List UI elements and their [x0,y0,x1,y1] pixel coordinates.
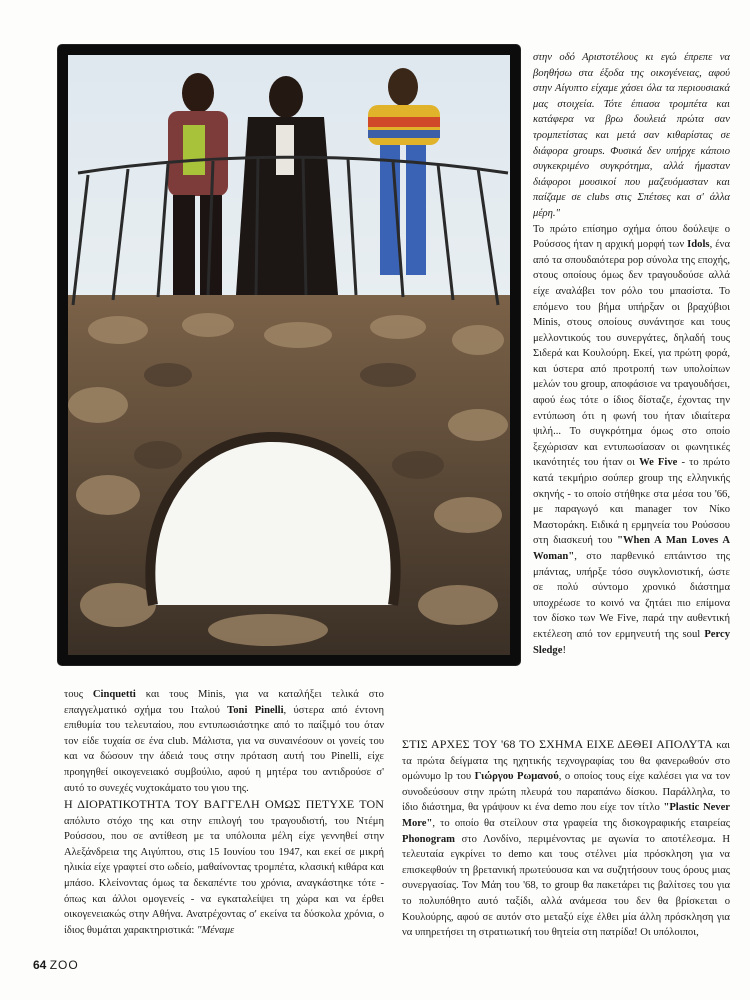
page-number: 64 [33,958,47,972]
magazine-name: ZOO [49,958,79,972]
band-photo-illustration [58,45,520,665]
right-lower-paragraph: ΣΤΙΣ ΑΡΧΕΣ ΤΟΥ '68 ΤΟ ΣΧΗΜΑ ΕΙΧΕ ΔΕΘΕΙ ΑΠΟΛΥΤΑ και τα πρώτα δείγματα της ηχητικής τεχνογραφίας του θα φανερωθούν στο ομώνυμο lp του Γιώργου Ρωμανού, ο οποίος τους είχε καλέσει για να τον συνοδεύσουν στην πρώτη πλευρά του παραπάνω δίσκου. Παράλληλα, το ίδιο διάστημα, θα γράψουν κι ένα demo που είχε τον τίτλο "Plastic Never More", το οποίο θα στείλουν στα γραφεία της δισκογραφικής εταιρείας Phonogram στο Λονδίνο, περιμένοντας με αγωνία το αποτέλεσμα. Η τελευταία εγκρίνει το demo και τους στέλνει μία πρόσκληση για να επισκεφθούν τη βρετανική πρωτεύουσα και να συζητήσουν τους όρους μιας συνεργασίας. Τον Μάη του '68, το group θα πακετάρει τις βαλίτσες του για το πολυπόθητο αυτό ταξίδι, αλλά ανάμεσα του δεν θα βρίσκεται ο Κουλούρης, αφού σε αυτόν στο μεταξύ είχε έλθει μία άλλη πρόσκληση για να υπηρετήσει τη στρατιωτική του θητεία στη πατρίδα! Οι υπόλοιποι, [402,737,731,939]
left-column-paragraph: Η ΔΙΟΡΑΤΙΚΟΤΗΤΑ ΤΟΥ ΒΑΓΓΕΛΗ ΟΜΩΣ ΠΕΤΥΧΕ ΤΟΝ απόλυτο στόχο της και στην επιλογή του τραγουδιστή, του Ντέμη Ρούσσου, που σε αντίθεση με τα υπόλοιπα μέλη είχε γεννηθεί στην Αλεξάνδρεια της Αιγύπτου, στις 15 Ιουνίου του 1947, και εκεί σε μικρή ηλικία είχε γραφτεί στο ωδείο, μαθαίνοντας τρομπέτα, κλασική κιθάρα και μπάσο. Κλείνοντας όμως τα δεκαπέντε του χρόνια, αναγκάστηκε τότε - όπως και άλλοι ομογενείς - να εγκαταλείψει τη χώρα και να έρθει οικογενειακώς στην Αθήνα. Ανατρέχοντας σ' εκείνα τα δύσκολα χρόνια, ο ίδιος θυμάται χαρακτηριστικά: "Μέναμε [64,797,384,936]
wide-paragraph: τους Cinquetti και τους Minis, για να καταλήξει τελικά στο επαγγελματικό σχήμα του Ιταλού Toni Pinelli, ύστερα από έντονη επιθυμία του τελευταίου, που εντυπωσιάστηκε από το παίξιμό του όταν τον είδε τυχαία σε ένα club. Μάλιστα, για να συναινέσουν οι γονείς του και να δώσουν την άδειά τους στην πρόταση αυτή του Pinelli, είχε προηγηθεί οικογενειακό συμβούλιο, αφού η μητέρα του αντιδρούσε σ' αυτό το συνεχές νυχτοκάματο του γιου της. [64,689,384,794]
band-photo [58,45,520,665]
right-column-text [533,50,730,658]
quote-paragraph: στην οδό Αριστοτέλους κι εγώ έπρεπε να βοηθήσω στα έξοδα της οικογένειας, αφού στην Αίγυπτο είχαμε χάσει όλα τα περιουσιακά μας στοιχεία. Τότε έπιασα τρομπέτα και κατάφερα να βρω δουλειά πρώτα σαν τρομπετίστας και μετά σαν κιθαρίστας σε διάφορα groups. Φυσικά δεν υπήρχε κάποιο συγκεκριμένο συγκρότημα, αλλά ήμασταν διάφοροι μουσικοί που μαζευόμασταν και παίζαμε σε clubs στις Σπέτσες και σ' άλλα μέρη." [533,52,730,219]
page-footer [33,958,79,972]
right-column-paragraph: Το πρώτο επίσημο σχήμα όπου δούλεψε ο Ρούσσος ήταν η αρχική μορφή των Idols, ένα από τα σπουδαιότερα pop σύνολα της εποχής, στους οποίους όμως δεν τραγουδούσε αλλά είχε αναλάβει τον ρόλο του μπασίστα. Το επόμενο του βήμα υπήρξαν οι βραχύβιοι Minis, στους οποίους συνάντησε και τους μελλοντικούς του συνεργάτες, δηλαδή τους Σιδερά και Κουλούρη. Εκεί, για πρώτη φορά, και ύστερα από προτροπή των υπολοίπων μελών του group, αποφάσισε να τραγουδήσει, αφού έως τότε ο ίδιος δίσταζε, έχοντας την εντύπωση ότι η φωνή του ήταν ιδιαίτερα ψιλή... Το συγκρότημα όμως στο οποίο ξεχώρισαν και εντυπωσίασαν οι φωνητικές ικανότητές του ήταν οι We Five - το πρώτο κατά τεκμήριο σούπερ group της ελληνικής σκηνής - το οποίο στήθηκε στα μέσα του '66, με παραγωγό και manager τον Νίκο Μαστοράκη. Ειδικά η ερμηνεία του Ρούσσου στη διασκευή του "When A Man Loves A Woman", στο παρθενικό επτάιντσο της μπάντας, υπήρξε τόσο συγκλονιστική, ώστε σε πολύ σύντομο χρονικό διάστημα υποχρέωσε το κοινό να ζητάει πιο επίμονα τον δίσκο των We Five, παρά την αυθεντική εκτέλεση από τον ερμηνευτή της soul Percy Sledge! [533,223,730,656]
